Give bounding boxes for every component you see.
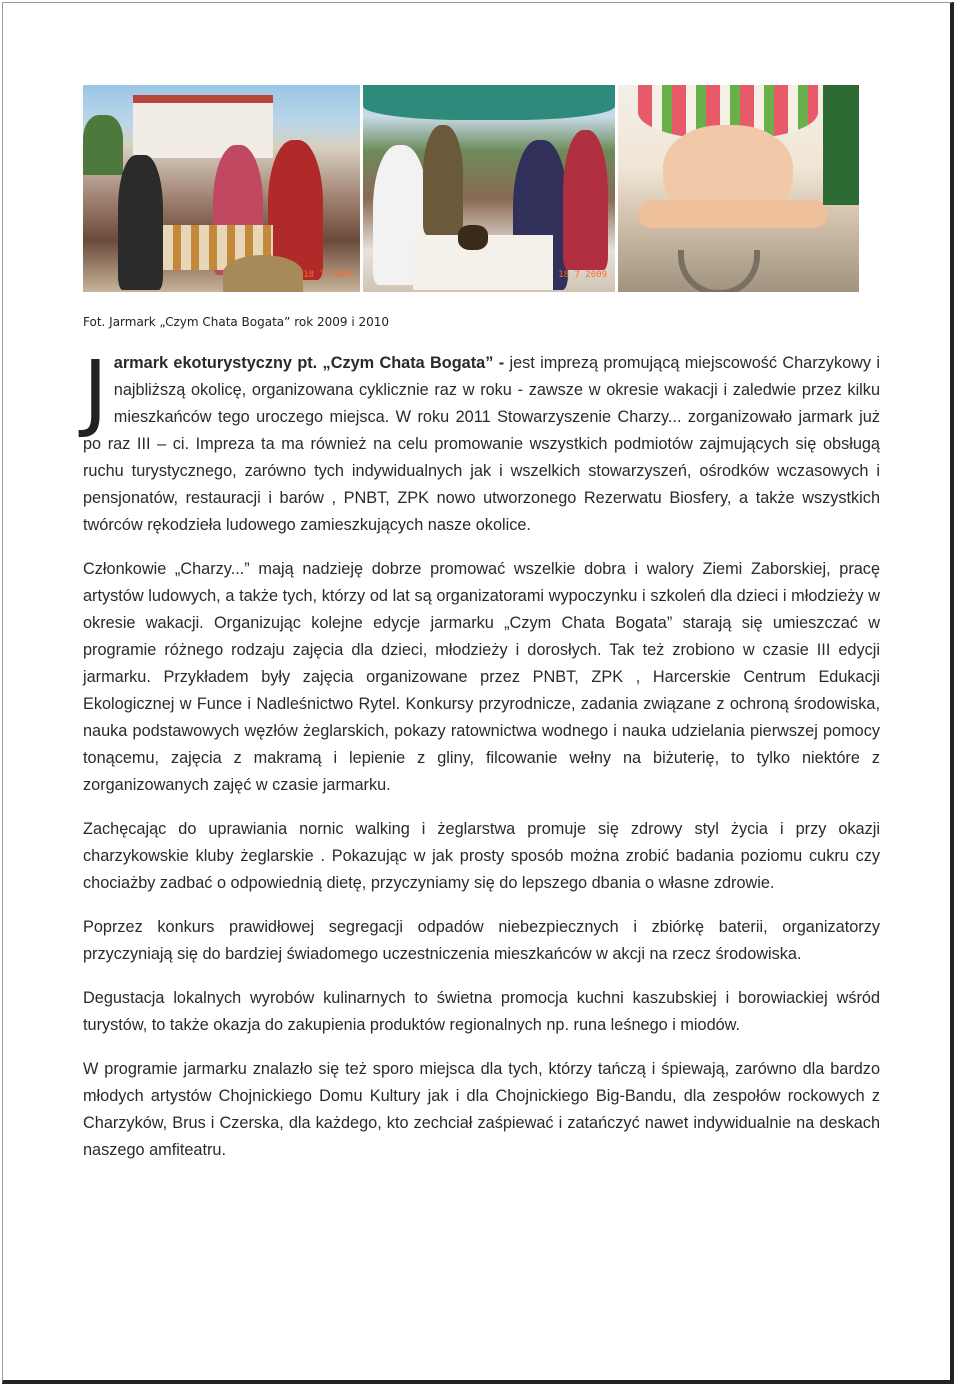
intro-text: jest imprezą promującą miejscowość Charzykowy i najbliższą okolicę, organizowana cyklicznie raz w roku - zawsze w okresie wakacji i zaledwie przez kilku mieszkańców tego uroczego miejsca. W roku 2011 Stowarzyszenie Charzy... zorganizowało jarmark już po raz III – ci. Impreza ta ma również na celu promowanie wszystkich podmiotów zajmujących się obsługą ruchu turystycznego, zarówno tych indywidualnych jak i wszelkich stowarzyszeń, ośrodków wczasowych i pensjonatów, restauracji i barów , PNBT, ZPK nowo utworzonego Rezerwatu Biosfery, a także wszystkich twórców rękodzieła ludowego zamieszkujących nasze okolice. bbox=[83, 354, 880, 534]
photo-date-stamp: 18 7 2009 bbox=[558, 270, 607, 280]
photo-market-table bbox=[363, 85, 615, 292]
article-body bbox=[83, 342, 880, 1181]
photo-caption: Fot. Jarmark „Czym Chata Bogata” rok 2009 i 2010 bbox=[83, 315, 390, 329]
person-shape bbox=[423, 125, 463, 235]
paragraph: Członkowie „Charzy...” mają nadzieję dobrze promować wszelkie dobra i walory Ziemi Zaborskiej, pracę artystów ludowych, a także tych, którzy od lat są organizatorami wypoczynku i szkoleń dla dzieci i młodzieży w okresie wakacji. Organizując kolejne edycje jarmarku „Czym Chata Bogata” starają się umieszczać w programie różnego rodzaju zajęcia dla dzieci, młodzieży i dorosłych. Tak też zrobiono w czasie III edycji jarmarku. Przykładem były zajęcia organizowane przez PNBT, ZPK , Harcerskie Centrum Edukacji Ekologicznej w Funce i Nadleśnictwo Rytel. Konkursy przyrodnicze, zadania związane z ochroną środowiska, nauka podstawowych węzłów żeglarskich, pokazy ratownictwa wodnego i nauka udzielania pierwszej pomocy tonącemu, zajęcia z makramą i lepienie z gliny, filcowanie wełny na biżuterię, to tylko niektóre z zorganizowanych zajęć w czasie jarmarku. bbox=[83, 560, 880, 794]
person-shape bbox=[118, 155, 163, 290]
tree-shape bbox=[823, 85, 859, 205]
house-shape bbox=[133, 95, 273, 158]
photo-date-stamp: 18 7 2009 bbox=[303, 270, 352, 280]
document-page bbox=[2, 2, 954, 1384]
drop-cap: J bbox=[83, 342, 108, 440]
paragraph: Degustacja lokalnych wyrobów kulinarnych to świetna promocja kuchni kaszubskiej i borowiackiej wśród turystów, to także okazja do zakupienia produktów regionalnych np. runa leśnego i miodów. bbox=[83, 989, 880, 1034]
lead-bold-text: armark ekoturystyczny pt. „Czym Chata Bogata” - bbox=[113, 354, 505, 372]
grain-shape bbox=[223, 255, 303, 292]
clay-figure-shape bbox=[678, 250, 760, 292]
paragraph: W programie jarmarku znalazło się też sporo miejsca dla tych, którzy tańczą i śpiewają, zarówno dla bardzo młodych artystów Chojnickiego Domu Kultury jak i dla Chojnickiego Big-Bandu, dla zespołów rockowych z Charzyków, Brus i Czerska, dla każdego, kto zechciał zaśpiewać i zatańczyć nawet indywidualnie na deskach naszego amfiteatru. bbox=[83, 1060, 880, 1159]
paragraph: Zachęcając do uprawiania nornic walking i żeglarstwa promuje się zdrowy styl życia i przy okazji charzykowskie kluby żeglarskie . Pokazując w jak prosty sposób można zrobić badania poziomu cukru czy chociażby zadbać o odpowiednią dietę, przyczyniamy się do lepszego dbania o własne zdrowie. bbox=[83, 820, 880, 892]
photo-child-clay bbox=[618, 85, 859, 292]
person-shape bbox=[563, 130, 608, 270]
tree-shape bbox=[83, 115, 123, 175]
arms-shape bbox=[638, 200, 828, 228]
tent-shape bbox=[363, 85, 615, 120]
photo-strip bbox=[83, 85, 859, 292]
paragraph-intro bbox=[83, 342, 880, 539]
paragraph: Poprzez konkurs prawidłowej segregacji odpadów niebezpiecznych i zbiórkę baterii, organizatorzy przyczyniają się do bardziej świadomego uczestniczenia mieszkańców w akcji na rzecz środowiska. bbox=[83, 918, 880, 963]
pot-shape bbox=[458, 225, 488, 250]
photo-market-stall bbox=[83, 85, 360, 292]
